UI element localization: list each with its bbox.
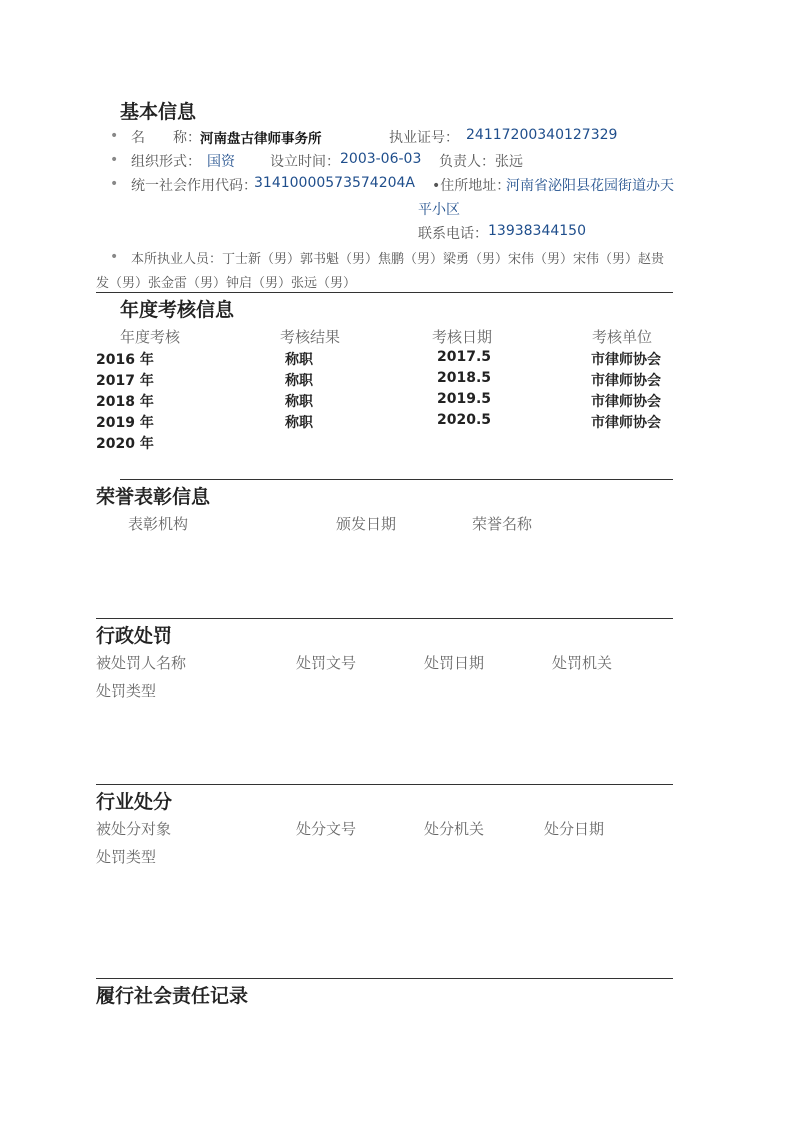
result-cell: 称职 <box>285 373 313 389</box>
unit-cell: 市律师协会 <box>591 373 661 389</box>
name-label: 名 称： <box>131 130 201 146</box>
result-cell: 称职 <box>285 352 313 368</box>
unit-cell: 市律师协会 <box>591 415 661 431</box>
honors-title: 荣誉表彰信息 <box>96 486 211 508</box>
date-cell: 2019.5 <box>437 391 492 407</box>
industry-penalty-title: 行业处分 <box>96 791 173 813</box>
unit-cell: 市律师协会 <box>591 352 661 368</box>
credit-value: 31410000573574204A <box>254 175 415 191</box>
bullet: • <box>110 176 119 192</box>
year-cell: 2018 年 <box>96 394 154 410</box>
annual-review-title: 年度考核信息 <box>120 299 235 321</box>
result-cell: 称职 <box>285 415 313 431</box>
basic-info-title: 基本信息 <box>120 101 197 123</box>
section-divider <box>96 978 673 979</box>
address-value-continued: 平小区 <box>418 202 460 218</box>
admin-penalty-title: 行政处罚 <box>96 625 173 647</box>
col-header-honor-name: 荣誉名称 <box>472 515 533 533</box>
head-label: 负责人： <box>439 154 495 170</box>
col-header-penalty-date: 处罚日期 <box>424 654 485 672</box>
section-divider <box>120 479 673 480</box>
col-header-year: 年度考核 <box>120 328 181 346</box>
founded-value: 2003-06-03 <box>340 151 422 167</box>
founded-label: 设立时间： <box>270 154 340 170</box>
year-cell: 2016 年 <box>96 352 154 368</box>
col-header-date: 考核日期 <box>432 328 493 346</box>
year-cell: 2020 年 <box>96 436 154 452</box>
date-cell: 2020.5 <box>437 412 492 428</box>
social-responsibility-title: 履行社会责任记录 <box>96 985 249 1007</box>
address-label: •住所地址： <box>432 178 511 194</box>
section-divider <box>96 292 673 293</box>
col-header-discipline-type: 处罚类型 <box>96 848 157 866</box>
org-label: 组织形式： <box>131 154 201 170</box>
section-divider <box>96 784 673 785</box>
col-header-result: 考核结果 <box>280 328 341 346</box>
date-cell: 2017.5 <box>437 349 492 365</box>
col-header-disciplined-target: 被处分对象 <box>96 820 172 838</box>
col-header-issue-date: 颁发日期 <box>336 515 397 533</box>
address-value: 河南省泌阳县花园街道办天 <box>506 178 674 194</box>
firm-name: 河南盘古律师事务所 <box>200 131 322 147</box>
unit-cell: 市律师协会 <box>591 394 661 410</box>
col-header-discipline-date: 处分日期 <box>544 820 605 838</box>
staff-list-continued: 发（男）张金雷（男）钟启（男）张远（男） <box>96 276 357 291</box>
staff-list: 本所执业人员：丁士新（男）郭书魁（男）焦鹏（男）梁勇（男）宋伟（男）宋伟（男）赵贵 <box>131 252 665 267</box>
bullet: • <box>110 128 119 144</box>
col-header-penalty-authority: 处罚机关 <box>552 654 613 672</box>
bullet: • <box>110 249 119 265</box>
col-header-honor-org: 表彰机构 <box>128 515 189 533</box>
col-header-penalty-type: 处罚类型 <box>96 682 157 700</box>
col-header-penalty-doc: 处罚文号 <box>296 654 357 672</box>
year-cell: 2019 年 <box>96 415 154 431</box>
org-value: 国资 <box>207 154 235 170</box>
col-header-discipline-authority: 处分机关 <box>424 820 485 838</box>
phone-value: 13938344150 <box>488 223 586 239</box>
col-header-discipline-doc: 处分文号 <box>296 820 357 838</box>
phone-label: 联系电话： <box>418 226 488 242</box>
year-cell: 2017 年 <box>96 373 154 389</box>
bullet: • <box>110 152 119 168</box>
head-value: 张远 <box>495 154 523 170</box>
result-cell: 称职 <box>285 394 313 410</box>
col-header-unit: 考核单位 <box>592 328 653 346</box>
col-header-penalized-name: 被处罚人名称 <box>96 654 187 672</box>
date-cell: 2018.5 <box>437 370 492 386</box>
credit-label: 统一社会作用代码： <box>131 178 257 194</box>
license-value: 24117200340127329 <box>466 127 618 143</box>
section-divider <box>96 618 673 619</box>
license-label: 执业证号： <box>389 130 459 146</box>
